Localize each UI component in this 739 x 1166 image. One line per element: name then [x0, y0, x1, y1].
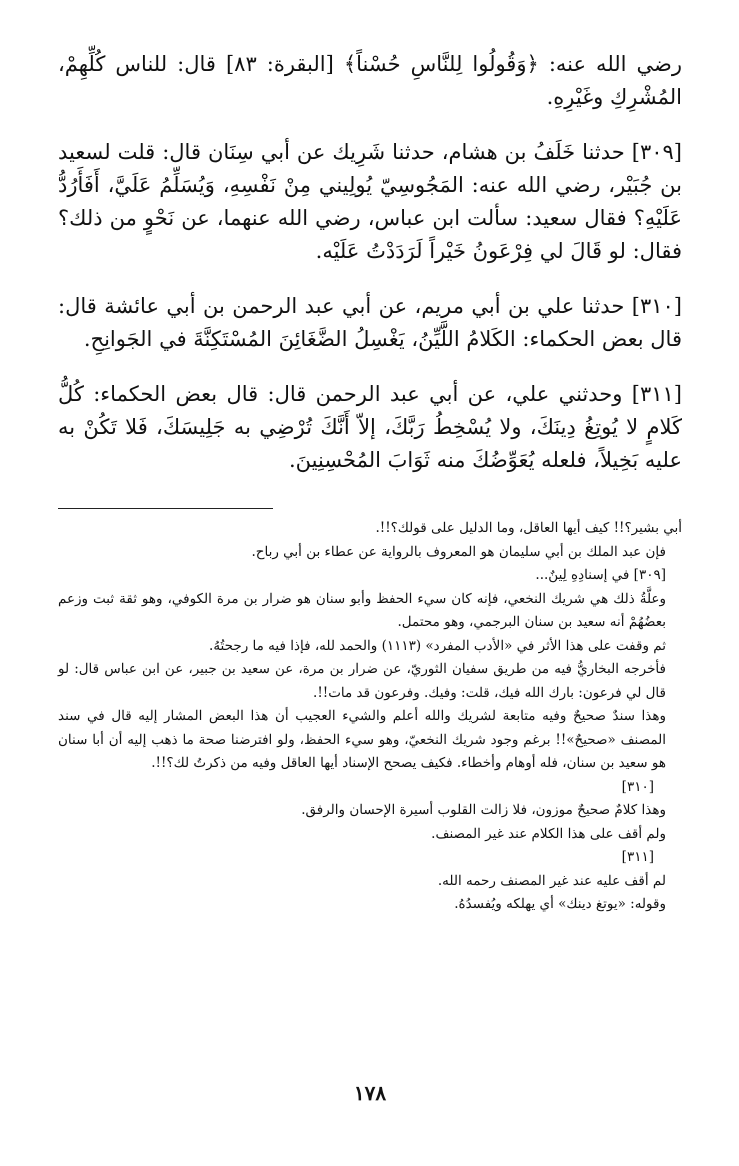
- book-page: [58, 48, 682, 1118]
- continued-paragraph: رضي الله عنه: ﴿وَقُولُوا لِلنَّاسِ حُسْناً﴾ [البقرة: ٨٣] قال: للناس كُلِّهِمْ، المُشْرِكِ وغَيْرِهِ.: [58, 52, 683, 109]
- footnote-line: وهذا سندٌ صحيحٌ وفيه متابعة لشريك والله أعلم والشيء العجيب أن هذا البعض المشار إليه قال في سند المصنف «صحيحٌ»!! برغم وجود شريك النخعيّ، وهو سيء الحفظ، ولو افترضنا صحة ما ذهب إليه أن أبا سنان هو سعيد بن سنان، فله أوهام وأخطاء. فكيف يصحح الإسناد أيها العاقل وفيه من ذكرتُ لك؟!!.: [58, 708, 666, 771]
- footnote-line: فإن عبد الملك بن أبي سليمان هو المعروف بالرواية عن عطاء بن أبي رباح.: [251, 543, 666, 560]
- footnote-line: فأخرجه البخاريُّ فيه من طريق سفيان الثوريّ، عن ضرار بن مرة، عن سعيد بن جبير، عن ابن عباس قال: لو قال لي فرعون: بارك الله فيك، قلت: وفيك. وفرعون قد مات!!.: [58, 661, 666, 701]
- hadith-text: حدثنا خَلَفُ بن هشام، حدثنا شَرِيك عن أبي سِنَان قال: قلت لسعيد بن جُبَيْر، رضي الله عنه: المَجُوسِيّ يُولِيني مِنْ نَفْسِهِ، وَيُسَلِّمُ عَلَيَّ، أَفَأَرُدُّ عَلَيْهِ؟ فقال سعيد: سألت ابن عباس، رضي الله عنهما، عن نَحْوٍ من ذلك؟ فقال: لو قَالَ لي فِرْعَونُ خَيْراً لَرَدَدْتُ عَلَيْه.: [58, 140, 682, 263]
- page-number: ١٧٨: [353, 1081, 387, 1105]
- hadith-text: وحدثني علي، عن أبي عبد الرحمن قال: قال بعض الحكماء: كُلُّ كَلامٍ لا يُوتِغُ دِينَكَ، ولا يُسْخِطُ رَبَّكَ، إلاّ أَنَّكَ تُرْضِي به جَلِيسَكَ، فَلا تَكُنْ به عليه بَخِيلاً، فلعله يُعَوِّضُكَ منه ثَوَابَ المُحْسِنِينَ.: [58, 382, 682, 472]
- footnote-line: [٣١١]: [621, 849, 654, 865]
- footnote-line: [٣٠٩] في إسنادِهِ لِينٌ...: [535, 567, 666, 583]
- footnote-line: [٣١٠]: [621, 778, 654, 795]
- footnote-line: أبي بشير؟!! كيف أيها العاقل، وما الدليل على قولك؟!!.: [375, 520, 682, 536]
- hadith-310: [58, 290, 682, 356]
- footnote-line: وهذا كلامٌ صحيحٌ موزون، فلا زالت القلوب أسيرة الإحسان والرفق.: [301, 802, 666, 818]
- hadith-number: [٣٠٩]: [631, 140, 682, 164]
- hadith-309: [58, 136, 682, 268]
- footnote-line: وقوله: «يوتغ دينك» أي يهلكه ويُفسدُهُ.: [454, 896, 666, 912]
- hadith-number: [٣١١]: [631, 382, 682, 406]
- footnote-divider: [58, 508, 273, 509]
- hadith-311: [58, 378, 682, 477]
- footnote-line: ثم وقفت على هذا الأثر في «الأدب المفرد» (١١١٣) والحمد لله، فإذا فيه ما رجحتُهُ.: [209, 637, 666, 654]
- footnotes: [58, 517, 682, 917]
- footnote-line: وعلَّةُ ذلك هي شريك النخعي، فإنه كان سيء الحفظ وأبو سنان هو ضرار بن مرة الكوفي، وهو ثقة ثبت وزعم بعضُهُمْ أنه سعيد بن سنان البرجمي، وهو محتمل.: [58, 590, 666, 630]
- footnote-line: لم أقف عليه عند غير المصنف رحمه الله.: [437, 872, 666, 889]
- hadith-text: حدثنا علي بن أبي مريم، عن أبي عبد الرحمن بن أبي عائشة قال: قال بعض الحكماء: الكَلامُ اللَّيِّنُ، يَغْسِلُ الضَّغَائِنَ المُسْتَكِنَّةَ في الجَوانِحِ.: [58, 294, 682, 351]
- main-text: [58, 48, 682, 477]
- footnote-line: ولم أقف على هذا الكلام عند غير المصنف.: [431, 825, 666, 842]
- hadith-number: [٣١٠]: [631, 294, 682, 318]
